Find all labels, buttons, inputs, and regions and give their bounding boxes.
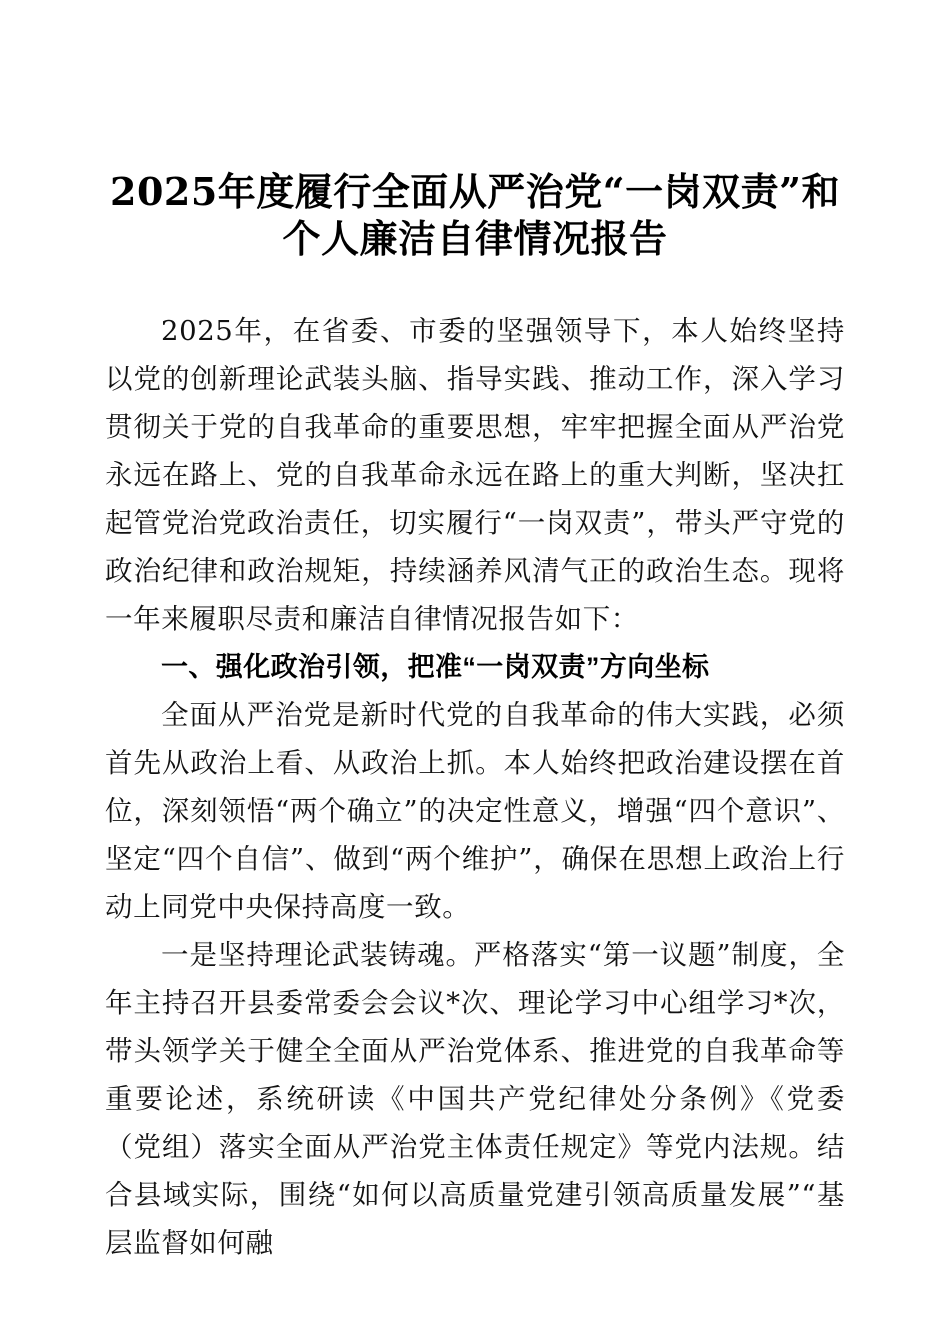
document-body — [105, 0, 845, 1267]
paragraph-theory-study: 一是坚持理论武装铸魂。严格落实“第一议题”制度，全年主持召开县委常委会会议*次、理论学习中心组学习*次，带头领学关于健全全面从严治党体系、推进党的自我革命等重要论述，系统研读《中国共产党纪律处分条例》《党委（党组）落实全面从严治党主体责任规定》等党内法规。结合县域实际，围绕“如何以高质量党建引领高质量发展”“基层监督如何融 — [105, 939, 845, 1259]
section-heading-one: 一、强化政治引领，把准“一岗双责”方向坐标 — [161, 652, 710, 682]
page-title: 2025年度履行全面从严治党“一岗双责”和个人廉洁自律情况报告 — [110, 169, 840, 261]
paragraph-opening: 2025年，在省委、市委的坚强领导下，本人始终坚持以党的创新理论武装头脑、指导实践、推动工作，深入学习贯彻关于党的自我革命的重要思想，牢牢把握全面从严治党永远在路上、党的自我革命永远在路上的重大判断，坚决扛起管党治党政治责任，切实履行“一岗双责”，带头严守党的政治纪律和政治规矩，持续涵养风清气正的政治生态。现将一年来履职尽责和廉洁自律情况报告如下： — [105, 315, 845, 635]
paragraph-political-leadership: 全面从严治党是新时代党的自我革命的伟大实践，必须首先从政治上看、从政治上抓。本人始终把政治建设摆在首位，深刻领悟“两个确立”的决定性意义，增强“四个意识”、坚定“四个自信”、做到“两个维护”，确保在思想上政治上行动上同党中央保持高度一致。 — [105, 699, 845, 923]
